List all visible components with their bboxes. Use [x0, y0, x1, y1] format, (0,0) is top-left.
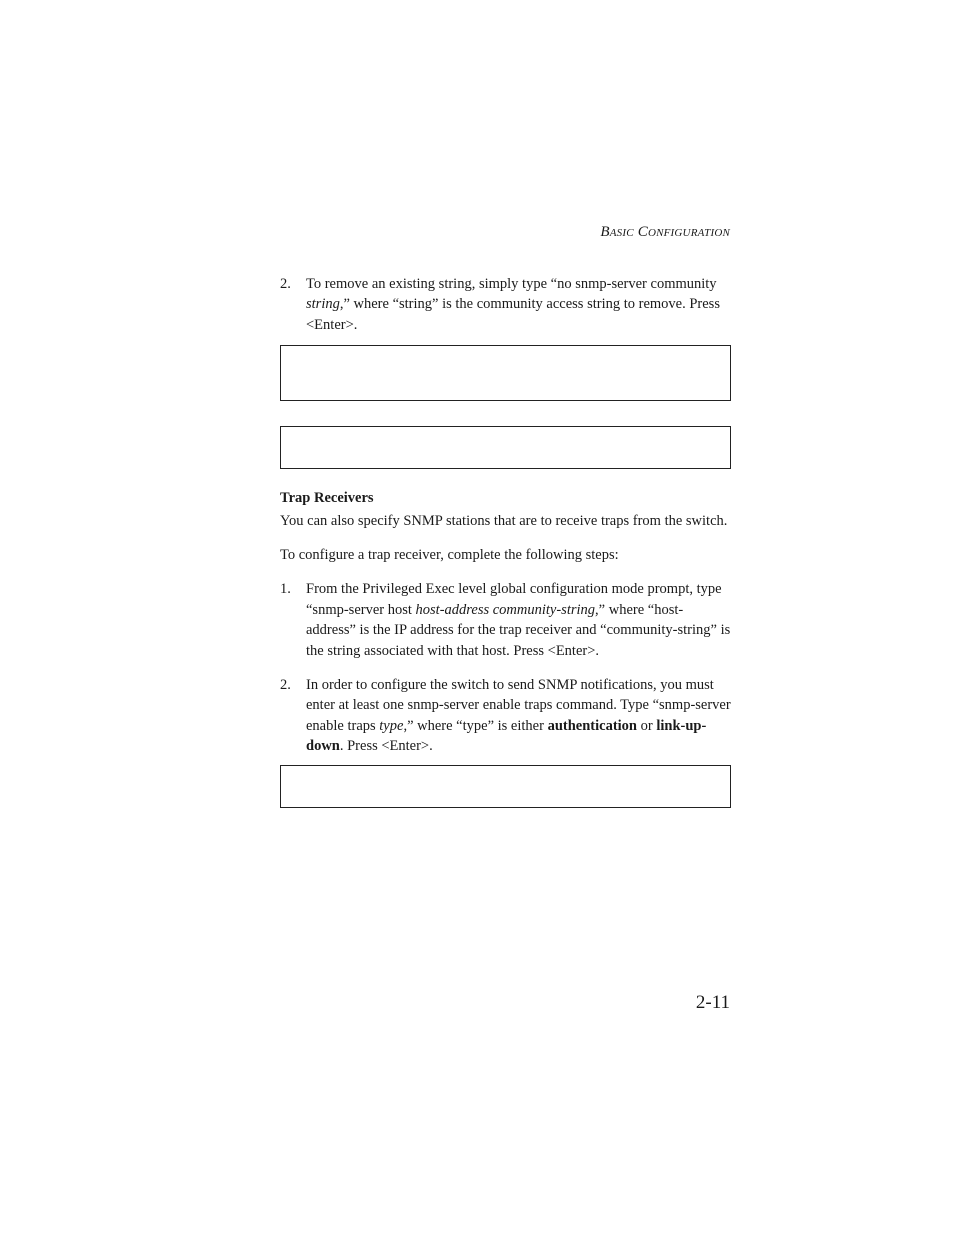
section-heading: Trap Receivers — [280, 490, 374, 507]
section-lead: To configure a trap receiver, complete the following steps: — [280, 547, 619, 564]
running-header-initial-2: C — [637, 224, 648, 240]
step-number: 2. — [280, 677, 291, 694]
step-text-part: From the Privileged Exec level global configuration mode prompt, type “snmp-server host — [306, 581, 722, 618]
step-text-italic: string — [306, 296, 340, 313]
step-number: 1. — [280, 581, 291, 598]
step-text-bold: link-up-down — [306, 717, 707, 755]
step-host — [280, 579, 732, 661]
running-header-initial-1: B — [600, 224, 610, 240]
step-text-part: ,” where “type” is either — [403, 717, 548, 734]
step-text-part: ,” where “string” is the community access string to remove. Press <Enter>. — [306, 296, 720, 333]
step-text-italic: host-address community-string — [415, 601, 596, 618]
command-example-box — [280, 765, 731, 808]
running-header-word-1: ASIC — [609, 227, 634, 239]
step-text-part: In order to configure the switch to send SNMP notifications, you must enter at least one snmp-server enable traps command. Type “snmp-server enable traps — [306, 677, 731, 734]
running-header-word-2: ONFIGURATION — [647, 227, 730, 239]
step-text-italic: type — [379, 717, 404, 734]
step-text — [306, 274, 732, 335]
step-remove-string — [280, 274, 732, 335]
page-content — [280, 274, 732, 808]
command-example-box — [280, 345, 731, 401]
step-number: 2. — [280, 276, 291, 292]
section-intro: You can also specify SNMP stations that are to receive traps from the switch. — [280, 512, 728, 529]
step-text-part: ,” where “host-address” is the IP address for the trap receiver and “community-string” is the string associated with that host. Press <Enter>. — [306, 601, 731, 659]
step-text-part: To remove an existing string, simply type “no snmp-server community — [306, 276, 717, 292]
note-box — [280, 426, 731, 469]
running-header — [280, 224, 730, 241]
step-enable-traps — [280, 675, 732, 757]
page-number: 2-11 — [695, 992, 730, 1013]
step-text-part: or — [636, 717, 657, 734]
step-text-bold: authentication — [547, 717, 637, 734]
step-text — [306, 579, 732, 661]
step-text-part: . Press <Enter>. — [339, 738, 433, 755]
step-text — [306, 675, 732, 757]
